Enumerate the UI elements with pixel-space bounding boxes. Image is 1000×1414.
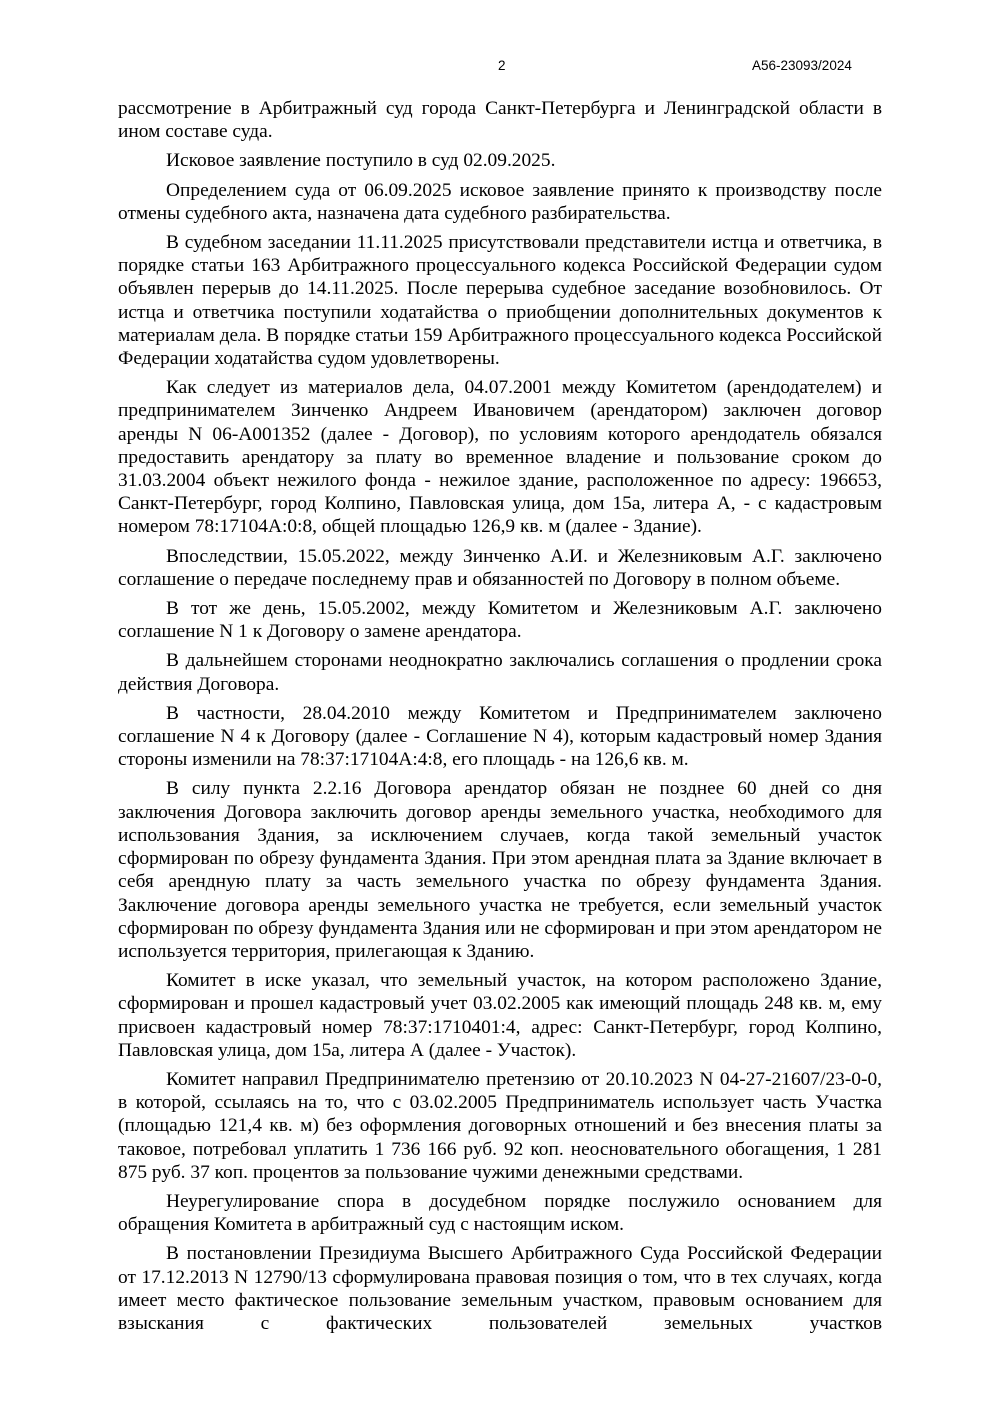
- page-number: 2: [498, 58, 506, 73]
- paragraph: В дальнейшем сторонами неоднократно заключались соглашения о продлении срока действия Договора.: [118, 650, 882, 695]
- case-number: А56-23093/2024: [752, 58, 852, 73]
- paragraph: рассмотрение в Арбитражный суд города Санкт-Петербурга и Ленинградской области в ином составе суда.: [118, 98, 882, 143]
- page-header: [0, 58, 1000, 78]
- paragraph: Неурегулирование спора в досудебном порядке послужило основанием для обращения Комитета в арбитражный суд с настоящим иском.: [118, 1190, 882, 1236]
- paragraph: В силу пункта 2.2.16 Договора арендатор обязан не позднее 60 дней со дня заключения Договора заключить договор аренды земельного участка, необходимого для использования Здания, за исключением случаев, когда такой земельный участок сформирован по обрезу фундамента Здания. При этом арендная плата за Здание включает в себя арендную плату за часть земельного участка по обрезу фундамента Здания. Заключение договора аренды земельного участка не требуется, если земельный участок сформирован по обрезу фундамента Здания или не сформирован и при этом арендатором не используется территория, прилегающая к Зданию.: [118, 778, 882, 962]
- paragraph: В тот же день, 15.05.2002, между Комитетом и Железниковым А.Г. заключено соглашение N 1 к Договору о замене арендатора.: [118, 598, 882, 643]
- document-body: [118, 97, 882, 1335]
- paragraph: В частности, 28.04.2010 между Комитетом и Предпринимателем заключено соглашение N 4 к Договору (далее - Соглашение N 4), которым кадастровый номер Здания стороны изменили на 78:37:17104А:4:8, его площадь - на 126,6 кв. м.: [118, 702, 882, 771]
- paragraph: В судебном заседании 11.11.2025 присутствовали представители истца и ответчика, в порядке статьи 163 Арбитражного процессуального кодекса Российской Федерации судом объявлен перерыв до 14.11.2025. После перерыва судебное заседание возобновилось. От истца и ответчика поступили ходатайства о приобщении дополнительных документов к материалам дела. В порядке статьи 159 Арбитражного процессуального кодекса Российской Федерации ходатайства судом удовлетворены.: [118, 232, 882, 370]
- paragraph: Как следует из материалов дела, 04.07.2001 между Комитетом (арендодателем) и предпринимателем Зинченко Андреем Ивановичем (арендатором) заключен договор аренды N 06-А001352 (далее - Договор), по условиям которого арендодатель обязался предоставить арендатору за плату во временное владение и пользование сроком до 31.03.2004 объект нежилого фонда - нежилое здание, расположенное по адресу: 196653, Санкт-Петербург, город Колпино, Павловская улица, дом 15а, литера А, - с кадастровым номером 78:17104А:0:8, общей площадью 126,9 кв. м (далее - Здание).: [118, 377, 882, 538]
- paragraph: Определением суда от 06.09.2025 исковое заявление принято к производству после отмены судебного акта, назначена дата судебного разбирательства.: [118, 179, 882, 224]
- paragraph: В постановлении Президиума Высшего Арбитражного Суда Российской Федерации от 17.12.2013 N 12790/13 сформулирована правовая позиция о том, что в тех случаях, когда имеет место фактическое пользование земельным участком, правовым основанием для взыскания с фактических пользователей земельных участков: [118, 1243, 882, 1334]
- paragraph: Комитет в иске указал, что земельный участок, на котором расположено Здание, сформирован и прошел кадастровый учет 03.02.2005 как имеющий площадь 248 кв. м, ему присвоен кадастровый номер 78:37:1710401:4, адрес: Санкт-Петербург, город Колпино, Павловская улица, дом 15а, литера А (далее - Участок).: [118, 970, 882, 1061]
- paragraph: Впоследствии, 15.05.2022, между Зинченко А.И. и Железниковым А.Г. заключено соглашение о передаче последнему прав и обязанностей по Договору в полном объеме.: [118, 545, 882, 590]
- paragraph: Исковое заявление поступило в суд 02.09.2025.: [166, 150, 556, 172]
- paragraph: Комитет направил Предпринимателю претензию от 20.10.2023 N 04-27-21607/23-0-0, в которой, ссылаясь на то, что с 03.02.2005 Предприниматель использует часть Участка (площадью 121,4 кв. м) без оформления договорных отношений и без внесения платы за таковое, потребовал уплатить 1 736 166 руб. 92 коп. неосновательного обогащения, 1 281 875 руб. 37 коп. процентов за пользование чужими денежными средствами.: [118, 1068, 882, 1183]
